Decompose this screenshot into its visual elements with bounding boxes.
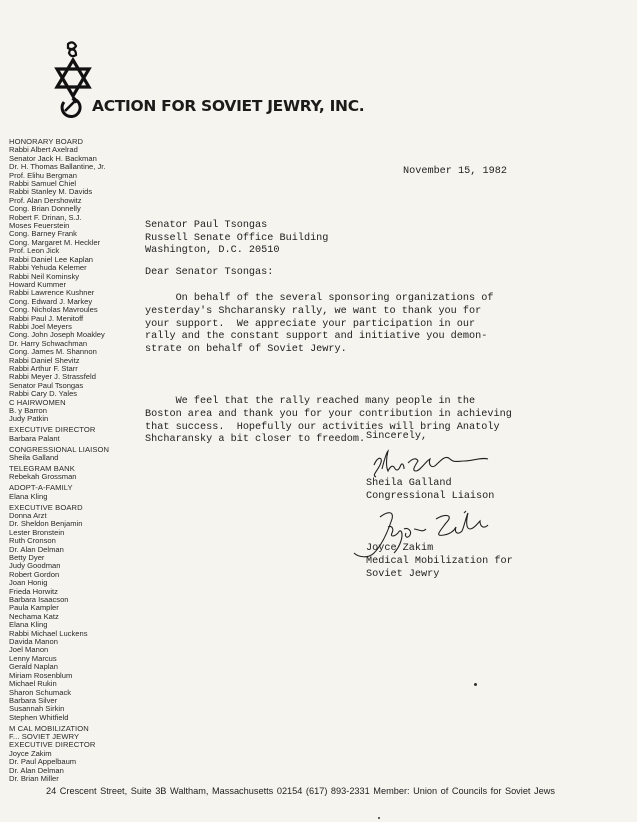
congressional-liaison-section — [9, 446, 149, 463]
paragraph-line: We feel that the rally reached many people in the — [145, 396, 476, 407]
signer-name: Sheila Galland — [366, 478, 452, 489]
letter-date: November 15, 1982 — [403, 166, 507, 177]
address-line: Russell Senate Office Building — [145, 232, 329, 244]
list-item: Susannah Sirkin — [9, 704, 65, 714]
list-item: Dr. H. Thomas Ballantine, Jr. — [9, 162, 106, 172]
list-item: Cong. Margaret M. Heckler — [9, 237, 101, 247]
paragraph-2 — [145, 396, 512, 447]
name-list — [9, 146, 149, 398]
list-item: Rabbi Cary D. Yales — [9, 389, 78, 399]
section-heading: CONGRESSIONAL LIAISON — [9, 444, 110, 454]
list-item: Prof. Alan Dershowitz — [9, 195, 82, 205]
list-item: Paula Kampler — [9, 603, 59, 613]
chairwomen-section — [9, 399, 149, 424]
list-item: Lenny Marcus — [9, 653, 57, 663]
list-item: B. y Barron — [9, 406, 47, 415]
address-line: Washington, D.C. 20510 — [145, 245, 280, 257]
list-item: Rabbi Daniel Shevitz — [9, 355, 80, 365]
list-item: Rabbi Meyer J. Strassfeld — [9, 372, 96, 382]
list-item: Rabbi Albert Axelrad — [9, 145, 78, 155]
signer-name: Joyce Zakim — [366, 543, 434, 554]
name-list — [9, 512, 149, 722]
list-item: Judy Patkin — [9, 414, 49, 424]
paragraph-line: Shcharansky a bit closer to freedom. — [145, 434, 366, 446]
list-item: Cong. Edward J. Markey — [9, 296, 93, 306]
adopt-a-family-section — [9, 484, 149, 501]
address-line: Senator Paul Tsongas — [145, 220, 268, 231]
list-item: Barbara Isaacson — [9, 595, 69, 605]
list-item: Judy Goodman — [9, 561, 61, 571]
executive-board-section — [9, 504, 149, 723]
closing: Sincerely, — [366, 431, 428, 442]
list-item: Cong. John Joseph Moakley — [9, 330, 105, 340]
section-heading: TELEGRAM BANK — [9, 463, 75, 473]
list-item: Cong. Barney Frank — [9, 229, 77, 239]
section-heading: ADOPT-A-FAMILY — [9, 483, 73, 493]
list-item: Rabbi Samuel Chiel — [9, 179, 77, 189]
paragraph-line: Boston area and thank you for your contribution in achieving — [145, 408, 512, 420]
list-item: Lester Bronstein — [9, 527, 65, 537]
list-item: Moses Feuerstein — [9, 221, 70, 231]
section-heading: F... SOVIET JEWRY — [9, 732, 80, 742]
star-of-david-hammer-sickle-icon — [48, 40, 98, 120]
list-item: Dr. Alan Delman — [9, 544, 64, 554]
list-item: Elana Kling — [9, 620, 48, 630]
organization-name: ACTION FOR SOVIET JEWRY, INC. — [92, 97, 365, 115]
list-item: Rabbi Neil Kominsky — [9, 271, 80, 281]
medical-mobilization-section — [9, 725, 149, 784]
list-item: Senator Jack H. Backman — [9, 153, 97, 163]
list-item: Prof. Elihu Bergman — [9, 170, 77, 180]
signer-title: Congressional Liaison — [366, 490, 495, 502]
footer-address: 24 Crescent Street, Suite 3B Waltham, Massachusetts 02154 (617) 893-2331 Member: Union of Councils for Soviet Jews — [46, 786, 555, 796]
board-sidebar — [9, 138, 149, 783]
list-item: Nechama Katz — [9, 611, 59, 621]
paragraph-1 — [145, 293, 493, 357]
paragraph-line: your support. We appreciate your participation in our — [145, 318, 476, 330]
list-item: Rabbi Paul J. Menitoff — [9, 313, 84, 323]
recipient-address — [145, 220, 328, 258]
executive-director-section — [9, 426, 149, 443]
list-item: Sheila Galland — [9, 453, 59, 463]
list-item: Betty Dyer — [9, 553, 45, 562]
list-item: Michael Rukin — [9, 679, 57, 689]
section-heading: HONORARY BOARD — [9, 137, 84, 146]
list-item: Rabbi Michael Luckens — [9, 628, 88, 638]
list-item: Barbara Palant — [9, 433, 60, 443]
paragraph-line: yesterday's Shcharansky rally, we want to thank you for — [145, 305, 482, 317]
salutation: Dear Senator Tsongas: — [145, 267, 274, 278]
telegram-bank-section — [9, 465, 149, 482]
section-heading: M CAL MOBILIZATION — [9, 723, 89, 733]
ink-speck — [474, 683, 477, 686]
list-item: Barbara Silver — [9, 695, 58, 705]
signer-1-block — [366, 478, 494, 504]
honorary-board-section — [9, 138, 149, 399]
list-item: Rabbi Lawrence Kushner — [9, 288, 95, 298]
list-item: Cong. James M. Shannon — [9, 347, 97, 357]
signer-title: Medical Mobilization for — [366, 555, 513, 567]
list-item: Rebekah Grossman — [9, 472, 77, 482]
list-item: Rabbi Arthur F. Starr — [9, 363, 78, 373]
list-item: Elana Kling — [9, 491, 48, 501]
list-item: Rabbi Yehuda Kelemer — [9, 263, 87, 273]
list-item: Dr. Sheldon Benjamin — [9, 519, 83, 529]
signer-title: Soviet Jewry — [366, 568, 440, 580]
list-item: Dr. Brian Miller — [9, 774, 59, 784]
list-item: Miriam Rosenblum — [9, 670, 73, 680]
list-item: Joel Manon — [9, 645, 49, 655]
paragraph-line: rally and the constant support and initiative you demon- — [145, 331, 488, 343]
list-item: Dr. Paul Appelbaum — [9, 757, 77, 767]
list-item: Davida Manon — [9, 637, 58, 647]
section-heading: EXECUTIVE DIRECTOR — [9, 425, 96, 435]
list-item: Prof. Leon Jick — [9, 246, 60, 256]
list-item: Rabbi Joel Meyers — [9, 321, 72, 331]
list-item: Stephen Whitfield — [9, 712, 69, 722]
paragraph-line: that success. Hopefully our activities will bring Anatoly — [145, 421, 500, 433]
list-item: Sharon Schumack — [9, 687, 72, 697]
paragraph-line: On behalf of the several sponsoring organizations of — [145, 293, 494, 304]
section-heading: EXECUTIVE DIRECTOR — [9, 740, 96, 750]
signature-sheila-galland — [368, 443, 498, 483]
section-heading: C HAIRWOMEN — [9, 397, 66, 407]
ink-speck — [378, 817, 380, 819]
signer-2-block — [366, 543, 513, 581]
list-item: Rabbi Stanley M. Davids — [9, 187, 93, 197]
section-heading: EXECUTIVE BOARD — [9, 502, 83, 512]
list-item: Cong. Nicholas Mavroules — [9, 305, 98, 315]
list-item: Robert Gordon — [9, 569, 60, 579]
list-item: Joan Honig — [9, 578, 48, 588]
list-item: Donna Arzt — [9, 510, 47, 520]
list-item: Dr. Harry Schwachman — [9, 338, 88, 348]
list-item: Rabbi Daniel Lee Kaplan — [9, 254, 94, 264]
list-item: Joyce Zakim — [9, 748, 52, 758]
list-item: Ruth Cronson — [9, 536, 56, 546]
list-item: Cong. Brian Donnelly — [9, 204, 81, 214]
paragraph-line: strate on behalf of Soviet Jewry. — [145, 344, 347, 356]
list-item: Frieda Horwitz — [9, 586, 58, 596]
list-item: Howard Kummer — [9, 279, 66, 289]
list-item: Gerald Naplan — [9, 662, 58, 672]
list-item: Dr. Alan Delman — [9, 765, 64, 775]
list-item: Senator Paul Tsongas — [9, 380, 84, 390]
list-item: Robert F. Drinan, S.J. — [9, 212, 82, 222]
